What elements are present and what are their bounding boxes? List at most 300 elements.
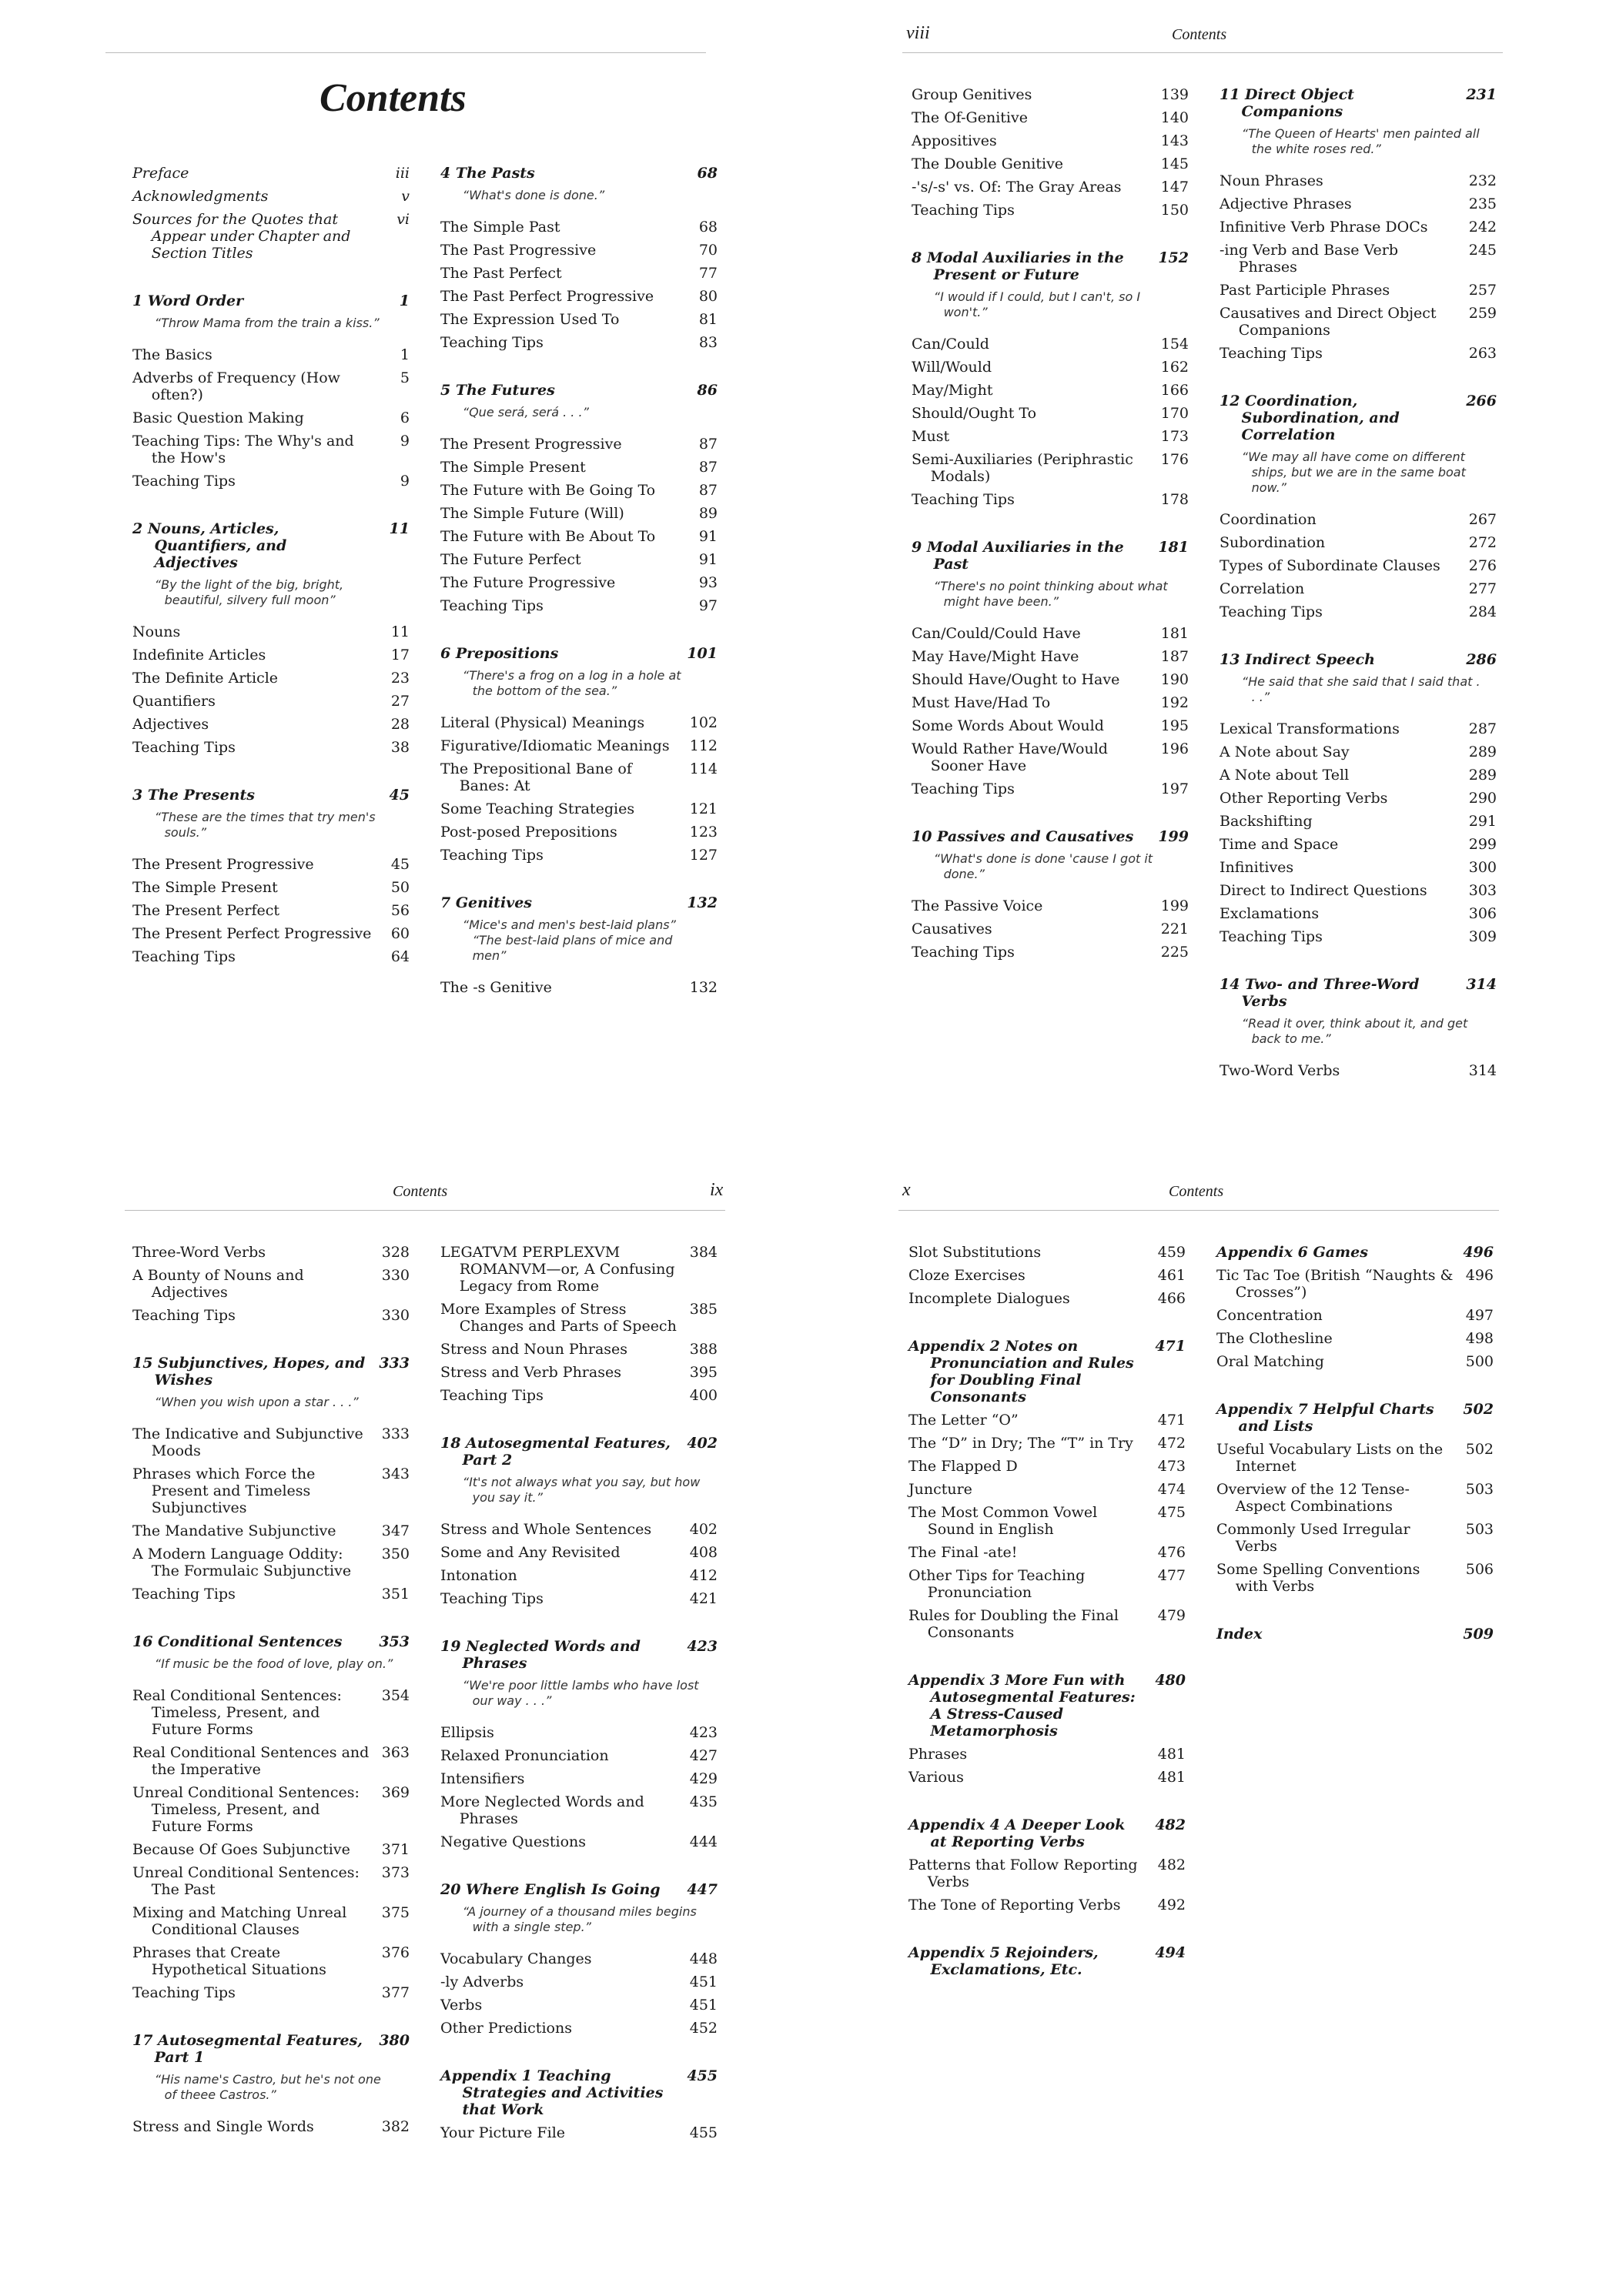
page-ref: 9 bbox=[400, 473, 410, 490]
entry-title: The Future with Be About To bbox=[440, 528, 656, 545]
entry-title: A Note about Tell bbox=[1220, 767, 1350, 784]
toc-entry[interactable] bbox=[1220, 813, 1497, 830]
page-ref: 277 bbox=[1468, 580, 1497, 597]
toc-entry[interactable] bbox=[1220, 928, 1497, 945]
chapter-heading[interactable] bbox=[912, 539, 1189, 573]
toc-entry[interactable] bbox=[132, 1586, 410, 1603]
toc-entry[interactable] bbox=[440, 824, 718, 841]
entry-title: Post-posed Prepositions bbox=[440, 824, 617, 841]
page-ref: 503 bbox=[1465, 1521, 1494, 1538]
toc-entry[interactable] bbox=[440, 288, 718, 305]
toc-entry[interactable] bbox=[912, 491, 1189, 508]
entry-title: The Indicative and Subjunctive Moods bbox=[132, 1425, 363, 1459]
toc-entry[interactable] bbox=[132, 211, 410, 262]
toc-entry[interactable] bbox=[1216, 1267, 1494, 1301]
page-ref: 267 bbox=[1468, 511, 1497, 528]
page-ref: 181 bbox=[1160, 625, 1189, 642]
chapter-epigraph: “What's done is done.” bbox=[462, 188, 605, 202]
toc-entry[interactable] bbox=[908, 1769, 1186, 1786]
toc-entry[interactable] bbox=[1216, 1330, 1494, 1347]
toc-entry[interactable] bbox=[912, 382, 1189, 399]
toc-entry[interactable] bbox=[912, 671, 1189, 688]
page-ref: 9 bbox=[400, 433, 410, 450]
chapter-heading[interactable] bbox=[1216, 1401, 1494, 1435]
page-ref: 112 bbox=[689, 737, 718, 754]
page-ref: 476 bbox=[1157, 1544, 1186, 1561]
toc-entry[interactable] bbox=[1220, 345, 1497, 362]
chapter-heading[interactable] bbox=[1216, 1244, 1494, 1261]
entry-title: More Examples of Stress Changes and Parts of Speech bbox=[440, 1301, 677, 1335]
toc-entry[interactable] bbox=[1216, 1561, 1494, 1595]
toc-entry[interactable] bbox=[440, 574, 718, 591]
page-ref: 154 bbox=[1160, 336, 1189, 353]
toc-entry[interactable] bbox=[912, 944, 1189, 961]
toc-entry[interactable] bbox=[440, 1770, 718, 1787]
chapter-heading[interactable] bbox=[1220, 86, 1497, 120]
toc-entry[interactable] bbox=[132, 902, 410, 919]
page-ref: 87 bbox=[698, 482, 718, 499]
toc-entry[interactable] bbox=[1220, 305, 1497, 339]
toc-entry[interactable] bbox=[132, 879, 410, 896]
toc-entry[interactable] bbox=[908, 1290, 1186, 1307]
entry-title: Other Tips for Teaching Pronunciation bbox=[908, 1567, 1086, 1601]
toc-entry[interactable] bbox=[132, 647, 410, 663]
toc-entry[interactable] bbox=[132, 1944, 410, 1978]
toc-entry[interactable] bbox=[132, 346, 410, 363]
page-ref: 91 bbox=[698, 528, 718, 545]
entry-title: The Double Genitive bbox=[912, 155, 1064, 172]
toc-entry[interactable] bbox=[440, 436, 718, 453]
toc-entry[interactable] bbox=[132, 1522, 410, 1539]
chapter-heading[interactable] bbox=[132, 2032, 410, 2066]
toc-entry[interactable] bbox=[912, 405, 1189, 422]
toc-entry[interactable] bbox=[440, 1364, 718, 1381]
toc-entry[interactable] bbox=[132, 1425, 410, 1459]
entry-title: Because Of Goes Subjunctive bbox=[132, 1841, 350, 1858]
chapter-title: 14 Two- and Three-Word Verbs bbox=[1220, 976, 1420, 1010]
page-ref: 123 bbox=[689, 824, 718, 841]
toc-entry[interactable] bbox=[132, 856, 410, 873]
toc-entry[interactable] bbox=[132, 925, 410, 942]
toc-entry[interactable] bbox=[1220, 580, 1497, 597]
chapter-epigraph: “If music be the food of love, play on.” bbox=[154, 1656, 393, 1671]
toc-entry[interactable] bbox=[440, 1950, 718, 1967]
toc-entry[interactable] bbox=[132, 739, 410, 756]
page-ref: 91 bbox=[698, 551, 718, 568]
entry-title: The Past Perfect Progressive bbox=[440, 288, 654, 305]
page-ref: 472 bbox=[1157, 1435, 1186, 1452]
page-ref: 56 bbox=[390, 902, 410, 919]
entry-title: Unreal Conditional Sentences: The Past bbox=[132, 1864, 360, 1898]
page-ref: 50 bbox=[390, 879, 410, 896]
entry-title: Oral Matching bbox=[1216, 1353, 1324, 1370]
toc-entry[interactable] bbox=[440, 800, 718, 817]
page-ref: 97 bbox=[698, 597, 718, 614]
toc-entry[interactable] bbox=[440, 714, 718, 731]
chapter-heading[interactable] bbox=[440, 894, 718, 911]
chapter-heading[interactable] bbox=[440, 1435, 718, 1469]
entry-title: Teaching Tips bbox=[440, 334, 544, 351]
entry-title: Teaching Tips bbox=[440, 597, 544, 614]
toc-entry[interactable] bbox=[440, 311, 718, 328]
entry-title: Slot Substitutions bbox=[908, 1244, 1042, 1261]
chapter-heading[interactable] bbox=[132, 787, 410, 804]
toc-entry[interactable] bbox=[440, 1747, 718, 1764]
page-ref: 459 bbox=[1157, 1244, 1186, 1261]
toc-entry[interactable] bbox=[132, 1864, 410, 1898]
toc-entry[interactable] bbox=[912, 780, 1189, 797]
entry-title: Teaching Tips bbox=[440, 1590, 544, 1607]
entry-title: Teaching Tips bbox=[132, 1984, 236, 2001]
toc-entry[interactable] bbox=[440, 1833, 718, 1850]
page-ref: 314 bbox=[1466, 976, 1497, 993]
chapter-title: 10 Passives and Causatives bbox=[912, 828, 1134, 845]
page-ref: 235 bbox=[1468, 196, 1497, 212]
toc-entry[interactable] bbox=[912, 179, 1189, 196]
toc-entry[interactable] bbox=[1220, 744, 1497, 760]
toc-entry[interactable] bbox=[440, 1567, 718, 1584]
chapter-epigraph: “The Queen of Hearts' men painted all the white roses red.” bbox=[1241, 126, 1480, 156]
page-ref: 284 bbox=[1468, 603, 1497, 620]
page-ref: iii bbox=[395, 165, 410, 182]
toc-entry[interactable] bbox=[908, 1504, 1186, 1538]
toc-entry[interactable] bbox=[440, 847, 718, 864]
toc-entry[interactable] bbox=[1220, 859, 1497, 876]
toc-entry[interactable] bbox=[1220, 905, 1497, 922]
toc-entry[interactable] bbox=[132, 716, 410, 733]
toc-entry[interactable] bbox=[132, 165, 410, 182]
toc-entry[interactable] bbox=[440, 1973, 718, 1990]
chapter-heading[interactable] bbox=[440, 165, 718, 182]
toc-entry[interactable] bbox=[1220, 282, 1497, 299]
page-ref: 64 bbox=[390, 948, 410, 965]
entry-title: The Present Progressive bbox=[440, 436, 622, 453]
toc-entry[interactable] bbox=[912, 109, 1189, 126]
page-ref: 242 bbox=[1468, 219, 1497, 236]
entry-title: Some Words About Would bbox=[912, 717, 1104, 734]
page-ref: 266 bbox=[1466, 393, 1497, 409]
page1-column-1 bbox=[132, 165, 410, 971]
entry-title: The Letter “O” bbox=[908, 1412, 1019, 1429]
toc-entry[interactable] bbox=[912, 694, 1189, 711]
page-ref: 300 bbox=[1468, 859, 1497, 876]
toc-entry[interactable] bbox=[1216, 1307, 1494, 1324]
toc-entry[interactable] bbox=[908, 1267, 1186, 1284]
toc-entry[interactable] bbox=[440, 1301, 718, 1335]
toc-entry[interactable] bbox=[132, 670, 410, 687]
page-ref: 402 bbox=[687, 1435, 718, 1452]
toc-entry[interactable] bbox=[132, 1546, 410, 1579]
chapter-epigraph: “Mice's and men's best-laid plans” “The best-laid plans of mice and men” bbox=[462, 917, 676, 963]
chapter-heading[interactable] bbox=[908, 1672, 1186, 1740]
chapter-heading[interactable] bbox=[440, 382, 718, 399]
page-ref: 303 bbox=[1468, 882, 1497, 899]
toc-entry[interactable] bbox=[908, 1458, 1186, 1475]
toc-entry[interactable] bbox=[908, 1481, 1186, 1498]
page-ref: 199 bbox=[1158, 828, 1189, 845]
toc-entry[interactable] bbox=[440, 505, 718, 522]
chapter-heading[interactable] bbox=[440, 2067, 718, 2118]
chapter-heading[interactable] bbox=[1216, 1626, 1494, 1643]
toc-entry[interactable] bbox=[1220, 242, 1497, 276]
toc-entry[interactable] bbox=[912, 451, 1189, 485]
toc-entry[interactable] bbox=[908, 1412, 1186, 1429]
toc-entry[interactable] bbox=[912, 897, 1189, 914]
toc-entry[interactable] bbox=[440, 528, 718, 545]
toc-entry[interactable] bbox=[440, 597, 718, 614]
toc-entry[interactable] bbox=[132, 1744, 410, 1778]
toc-entry[interactable] bbox=[440, 482, 718, 499]
chapter-heading[interactable] bbox=[1220, 393, 1497, 443]
page-ref: 475 bbox=[1157, 1504, 1186, 1521]
toc-entry[interactable] bbox=[440, 459, 718, 476]
toc-entry[interactable] bbox=[440, 1244, 718, 1295]
page-ref: 93 bbox=[698, 574, 718, 591]
toc-entry[interactable] bbox=[440, 1724, 718, 1741]
toc-entry[interactable] bbox=[440, 219, 718, 236]
toc-entry[interactable] bbox=[132, 948, 410, 965]
entry-title: The Past Progressive bbox=[440, 242, 597, 259]
page-ref: 412 bbox=[689, 1567, 718, 1584]
chapter-title: 3 The Presents bbox=[132, 787, 255, 804]
page-ref: 498 bbox=[1465, 1330, 1494, 1347]
toc-entry[interactable] bbox=[1216, 1441, 1494, 1475]
entry-title: Your Picture File bbox=[440, 2124, 566, 2141]
toc-entry[interactable] bbox=[1220, 767, 1497, 784]
toc-entry[interactable] bbox=[912, 740, 1189, 774]
toc-entry[interactable] bbox=[132, 188, 410, 205]
page-ref: 28 bbox=[390, 716, 410, 733]
entry-title: Mixing and Matching Unreal Conditional Clauses bbox=[132, 1904, 347, 1938]
page-ref: 6 bbox=[400, 409, 410, 426]
toc-entry[interactable] bbox=[912, 132, 1189, 149]
toc-entry[interactable] bbox=[440, 1341, 718, 1358]
entry-title: Teaching Tips bbox=[912, 780, 1015, 797]
entry-title: The Future with Be Going To bbox=[440, 482, 656, 499]
toc-entry[interactable] bbox=[912, 717, 1189, 734]
toc-entry[interactable] bbox=[1220, 882, 1497, 899]
chapter-heading[interactable] bbox=[440, 1881, 718, 1898]
chapter-heading[interactable] bbox=[908, 1338, 1186, 1405]
toc-entry[interactable] bbox=[440, 1521, 718, 1538]
toc-entry[interactable] bbox=[912, 428, 1189, 445]
toc-entry[interactable] bbox=[908, 1857, 1186, 1890]
page-ref: 27 bbox=[390, 693, 410, 710]
entry-title: Indefinite Articles bbox=[132, 647, 266, 663]
toc-entry[interactable] bbox=[1216, 1481, 1494, 1515]
entry-title: Lexical Transformations bbox=[1220, 720, 1400, 737]
toc-entry[interactable] bbox=[440, 2124, 718, 2141]
entry-title: Group Genitives bbox=[912, 86, 1032, 103]
chapter-heading[interactable] bbox=[912, 249, 1189, 283]
toc-entry[interactable] bbox=[908, 1435, 1186, 1452]
toc-entry[interactable] bbox=[132, 1841, 410, 1858]
toc-entry[interactable] bbox=[132, 1687, 410, 1738]
page-ref: 150 bbox=[1160, 202, 1189, 219]
toc-entry[interactable] bbox=[132, 433, 410, 466]
chapter-heading[interactable] bbox=[908, 1944, 1186, 1978]
toc-entry[interactable] bbox=[440, 1544, 718, 1561]
entry-title: Will/Would bbox=[912, 359, 992, 376]
toc-entry[interactable] bbox=[440, 1793, 718, 1827]
chapter-title: Appendix 7 Helpful Charts and Lists bbox=[1216, 1401, 1434, 1435]
page-ref: 23 bbox=[390, 670, 410, 687]
toc-entry[interactable] bbox=[1216, 1521, 1494, 1555]
toc-entry[interactable] bbox=[1220, 790, 1497, 807]
entry-title: The Simple Past bbox=[440, 219, 560, 236]
toc-entry[interactable] bbox=[440, 334, 718, 351]
entry-title: The Simple Present bbox=[440, 459, 586, 476]
toc-entry[interactable] bbox=[132, 1984, 410, 2001]
toc-entry[interactable] bbox=[132, 623, 410, 640]
page-ref: 60 bbox=[390, 925, 410, 942]
toc-entry[interactable] bbox=[908, 1567, 1186, 1601]
toc-entry[interactable] bbox=[912, 648, 1189, 665]
page-ref: 473 bbox=[1157, 1458, 1186, 1475]
toc-entry[interactable] bbox=[132, 1267, 410, 1301]
entry-title: Subordination bbox=[1220, 534, 1326, 551]
entry-title: Semi-Auxiliaries (Periphrastic Modals) bbox=[912, 451, 1133, 485]
toc-entry[interactable] bbox=[908, 1897, 1186, 1913]
chapter-heading[interactable] bbox=[440, 645, 718, 662]
page-ref: 287 bbox=[1468, 720, 1497, 737]
page-ref: 455 bbox=[687, 2067, 718, 2084]
toc-entry[interactable] bbox=[1220, 557, 1497, 574]
toc-entry[interactable] bbox=[440, 1590, 718, 1607]
entry-title: Coordination bbox=[1220, 511, 1317, 528]
toc-entry[interactable] bbox=[132, 693, 410, 710]
entry-title: Teaching Tips bbox=[1220, 345, 1323, 362]
page-ref: 290 bbox=[1468, 790, 1497, 807]
chapter-epigraph: “We're poor little lambs who have lost our way . . .” bbox=[462, 1678, 699, 1708]
toc-entry[interactable] bbox=[912, 359, 1189, 376]
toc-entry[interactable] bbox=[912, 202, 1189, 219]
entry-title: A Note about Say bbox=[1220, 744, 1350, 760]
chapter-heading[interactable] bbox=[132, 1355, 410, 1389]
entry-title: Intensifiers bbox=[440, 1770, 525, 1787]
page-ref: 482 bbox=[1155, 1816, 1186, 1833]
toc-entry[interactable] bbox=[440, 979, 718, 996]
toc-entry[interactable] bbox=[1220, 720, 1497, 737]
page-ref: 145 bbox=[1160, 155, 1189, 172]
toc-entry[interactable] bbox=[912, 336, 1189, 353]
chapter-heading[interactable] bbox=[440, 1638, 718, 1672]
entry-title: LEGATVM PERPLEXVM ROMANVM—or, A Confusing Legacy from Rome bbox=[440, 1244, 675, 1295]
entry-title: Juncture bbox=[908, 1481, 972, 1498]
entry-title: Intonation bbox=[440, 1567, 517, 1584]
toc-entry[interactable] bbox=[1220, 603, 1497, 620]
page-ref: 481 bbox=[1157, 1746, 1186, 1763]
chapter-title: Appendix 3 More Fun with Autosegmental Features: A Stress-Caused Metamorphosis bbox=[908, 1672, 1136, 1740]
entry-title: Phrases that Create Hypothetical Situations bbox=[132, 1944, 326, 1978]
toc-entry[interactable] bbox=[132, 1244, 410, 1261]
entry-title: The Of-Genitive bbox=[912, 109, 1028, 126]
toc-entry[interactable] bbox=[132, 1784, 410, 1835]
toc-entry[interactable] bbox=[912, 625, 1189, 642]
toc-entry[interactable] bbox=[132, 473, 410, 490]
chapter-heading[interactable] bbox=[1220, 976, 1497, 1010]
toc-entry[interactable] bbox=[908, 1544, 1186, 1561]
toc-entry[interactable] bbox=[1220, 534, 1497, 551]
toc-entry[interactable] bbox=[1220, 196, 1497, 212]
toc-entry[interactable] bbox=[440, 551, 718, 568]
chapter-epigraph: “There's a frog on a log in a hole at the bottom of the sea.” bbox=[462, 668, 681, 698]
toc-entry[interactable] bbox=[132, 1307, 410, 1324]
entry-title: Relaxed Pronunciation bbox=[440, 1747, 609, 1764]
page-ref: 375 bbox=[381, 1904, 410, 1921]
page-ref: 423 bbox=[689, 1724, 718, 1741]
toc-entry[interactable] bbox=[440, 760, 718, 794]
toc-entry[interactable] bbox=[1220, 836, 1497, 853]
entry-title: Quantifiers bbox=[132, 693, 216, 710]
page3-column-1 bbox=[132, 1244, 410, 2141]
toc-entry[interactable] bbox=[912, 921, 1189, 937]
page3-top-rule bbox=[125, 1210, 725, 1211]
chapter-heading[interactable] bbox=[908, 1816, 1186, 1850]
page-ref: 479 bbox=[1157, 1607, 1186, 1624]
chapter-heading[interactable] bbox=[132, 292, 410, 309]
toc-entry[interactable] bbox=[132, 369, 410, 403]
entry-title: Various bbox=[908, 1769, 964, 1786]
toc-entry[interactable] bbox=[1220, 172, 1497, 189]
page2-column-1 bbox=[912, 86, 1189, 967]
toc-entry[interactable] bbox=[440, 2020, 718, 2037]
entry-title: The “D” in Dry; The “T” in Try bbox=[908, 1435, 1133, 1452]
toc-entry[interactable] bbox=[1220, 1062, 1497, 1079]
page-ref: 231 bbox=[1466, 86, 1497, 103]
page-ref: 5 bbox=[400, 369, 410, 386]
page-ref: 196 bbox=[1160, 740, 1189, 757]
toc-entry[interactable] bbox=[132, 409, 410, 426]
toc-entry[interactable] bbox=[1220, 511, 1497, 528]
page-ref: 500 bbox=[1465, 1353, 1494, 1370]
chapter-heading[interactable] bbox=[132, 520, 410, 571]
toc-entry[interactable] bbox=[908, 1244, 1186, 1261]
chapter-heading[interactable] bbox=[1220, 651, 1497, 668]
toc-entry[interactable] bbox=[912, 86, 1189, 103]
page-ref: 1 bbox=[400, 346, 410, 363]
page-ref: 45 bbox=[389, 787, 410, 804]
toc-entry[interactable] bbox=[132, 1904, 410, 1938]
toc-entry[interactable] bbox=[440, 737, 718, 754]
toc-entry[interactable] bbox=[132, 2118, 410, 2135]
page-ref: 377 bbox=[381, 1984, 410, 2001]
entry-title: Stress and Whole Sentences bbox=[440, 1521, 652, 1538]
toc-entry[interactable] bbox=[132, 1465, 410, 1516]
chapter-title: Appendix 4 A Deeper Look at Reporting Verbs bbox=[908, 1816, 1126, 1850]
toc-entry[interactable] bbox=[440, 265, 718, 282]
page-ref: 492 bbox=[1157, 1897, 1186, 1913]
toc-entry[interactable] bbox=[1220, 219, 1497, 236]
toc-entry[interactable] bbox=[1216, 1353, 1494, 1370]
page-ref: 482 bbox=[1157, 1857, 1186, 1873]
page-ref: 474 bbox=[1157, 1481, 1186, 1498]
toc-entry[interactable] bbox=[908, 1607, 1186, 1641]
page-ref: 152 bbox=[1158, 249, 1189, 266]
toc-entry[interactable] bbox=[440, 1997, 718, 2014]
page-ref: 502 bbox=[1465, 1441, 1494, 1458]
toc-entry[interactable] bbox=[912, 155, 1189, 172]
toc-entry[interactable] bbox=[440, 1387, 718, 1404]
chapter-epigraph: “Throw Mama from the train a kiss.” bbox=[154, 316, 380, 330]
page-ref: 17 bbox=[390, 647, 410, 663]
entry-title: Three-Word Verbs bbox=[132, 1244, 266, 1261]
chapter-heading[interactable] bbox=[912, 828, 1189, 845]
page-ref: 132 bbox=[689, 979, 718, 996]
chapter-heading[interactable] bbox=[132, 1633, 410, 1650]
toc-entry[interactable] bbox=[908, 1746, 1186, 1763]
toc-entry[interactable] bbox=[440, 242, 718, 259]
